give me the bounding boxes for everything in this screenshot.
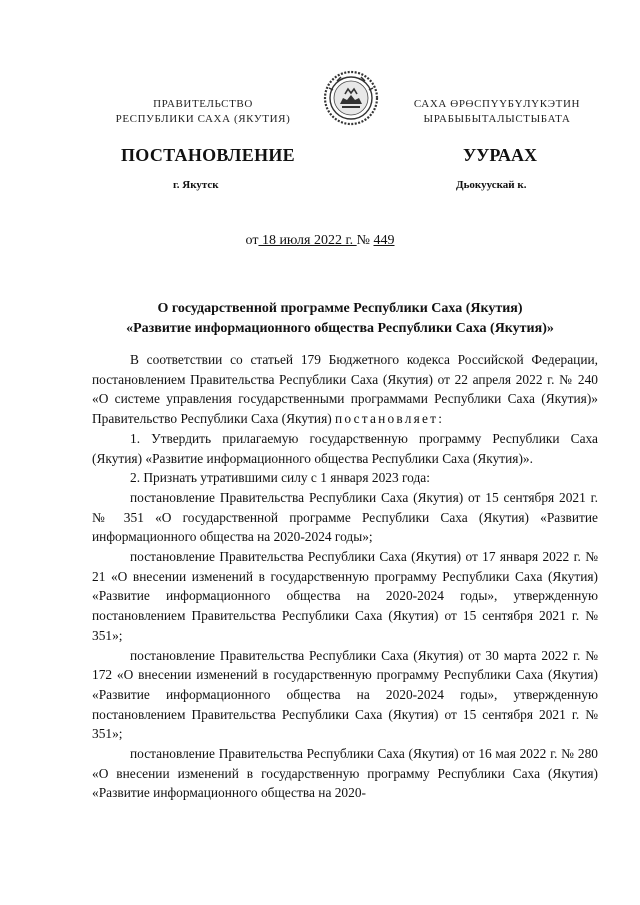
- resolve-word: постановляет:: [335, 411, 445, 427]
- date-prefix: от: [245, 233, 259, 248]
- doc-type-title-ru: ПОСТАНОВЛЕНИЕ: [121, 145, 295, 165]
- paragraph: 1. Утвердить прилагаемую государственную программу Республики Саха (Якутия) «Развитие информационного общества Республики Саха (Якутия)».: [92, 430, 598, 466]
- city-sah: Дьокуускай к.: [456, 179, 527, 191]
- paragraph: [92, 350, 598, 429]
- header-left: [88, 97, 318, 127]
- paragraph-text: В соответствии со статьей 179 Бюджетного кодекса Российской Федерации, постановлением Правительства Республики Саха (Якутия) от 22 апреля 2022 г. № 240 «О системе управления государственными программами Республики Саха (Якутия)» Правительство Республики Саха (Якутия): [92, 352, 598, 427]
- document-number: 449: [373, 233, 395, 248]
- document-body: [92, 350, 598, 803]
- number-sign: №: [356, 233, 374, 248]
- paragraph: постановление Правительства Республики Саха (Якутия) от 17 января 2022 г. № 21 «О внесении изменений в государственную программу Республики Саха (Якутия) «Развитие информационного общества на 2020-2024 годы», утвержденную постановлением Правительства Республики Саха (Якутия) от 15 сентября 2021 г. № 351»;: [92, 549, 598, 643]
- paragraph: 2. Признать утратившими силу с 1 января 2023 года:: [130, 470, 430, 486]
- header-left-line1: ПРАВИТЕЛЬСТВО: [153, 98, 253, 110]
- header-left-line2: РЕСПУБЛИКИ САХА (ЯКУТИЯ): [115, 113, 291, 125]
- document-title-line2: «Развитие информационного общества Республики Саха (Якутия)»: [126, 321, 554, 336]
- header-right-line1: САХА ӨРӨСПҮҮБҮЛҮКЭТИН: [413, 98, 581, 110]
- coat-of-arms-icon: [323, 70, 379, 126]
- paragraph: постановление Правительства Республики Саха (Якутия) от 30 марта 2022 г. № 172 «О внесении изменений в государственную программу Республики Саха (Якутия) «Развитие информационного общества на 2020-2024 годы», утвержденную постановлением Правительства Республики Саха (Якутия) от 15 сентября 2021 г. № 351»;: [92, 647, 598, 742]
- paragraph: постановление Правительства Республики Саха (Якутия) от 15 сентября 2021 г. № 351 «О государственной программе Республики Саха (Якутия) «Развитие информационного общества на 2020-2024 годы»;: [92, 489, 598, 545]
- paragraph: постановление Правительства Республики Саха (Якутия) от 16 мая 2022 г. № 280 «О внесении изменений в государственную программу Республики Саха (Якутия) «Развитие информационного общества на 2020-: [92, 746, 598, 801]
- date-number-line: [0, 233, 640, 249]
- document-title: [60, 299, 620, 339]
- city-ru: г. Якутск: [173, 179, 219, 191]
- document-date: 18 июля 2022 г.: [258, 233, 357, 248]
- header-right-line2: ЫРАБЫБЫТАЛЫСТЫБАТА: [423, 113, 571, 125]
- doc-type-title-sah: УУРААХ: [462, 145, 538, 165]
- document-title-line1: О государственной программе Республики Саха (Якутия): [157, 301, 523, 316]
- header-right: [378, 97, 616, 127]
